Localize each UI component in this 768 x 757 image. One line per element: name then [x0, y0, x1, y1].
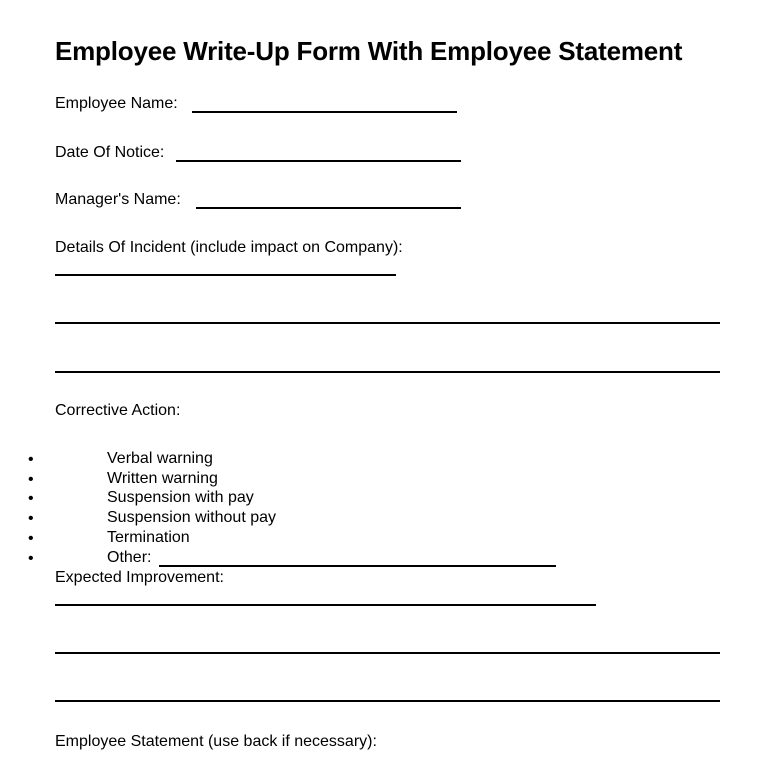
details-line-3[interactable]	[55, 371, 720, 373]
improvement-line-3[interactable]	[55, 700, 720, 702]
bullet-icon: •	[28, 451, 34, 468]
date-of-notice-label: Date Of Notice:	[55, 144, 165, 161]
corrective-action-label: Corrective Action:	[55, 402, 181, 419]
bullet-icon: •	[28, 510, 34, 527]
option-verbal-warning[interactable]: Verbal warning	[107, 450, 213, 467]
other-field[interactable]	[159, 565, 556, 567]
bullet-icon: •	[28, 550, 34, 567]
form-title: Employee Write-Up Form With Employee Statement	[55, 36, 683, 66]
details-line-1[interactable]	[55, 274, 396, 276]
date-of-notice-field[interactable]	[176, 160, 461, 162]
option-termination[interactable]: Termination	[107, 529, 190, 546]
option-written-warning[interactable]: Written warning	[107, 470, 218, 487]
expected-improvement-label: Expected Improvement:	[55, 569, 224, 586]
managers-name-label: Manager's Name:	[55, 191, 181, 208]
details-of-incident-label: Details Of Incident (include impact on Company):	[55, 239, 403, 256]
bullet-icon: •	[28, 490, 34, 507]
employee-name-field[interactable]	[192, 111, 457, 113]
option-suspension-with-pay[interactable]: Suspension with pay	[107, 489, 254, 506]
employee-statement-label: Employee Statement (use back if necessary):	[55, 733, 377, 750]
employee-name-label: Employee Name:	[55, 95, 178, 112]
option-suspension-without-pay[interactable]: Suspension without pay	[107, 509, 276, 526]
bullet-icon: •	[28, 471, 34, 488]
bullet-icon: •	[28, 530, 34, 547]
managers-name-field[interactable]	[196, 207, 461, 209]
improvement-line-1[interactable]	[55, 604, 596, 606]
details-line-2[interactable]	[55, 322, 720, 324]
option-other[interactable]: Other:	[107, 549, 152, 566]
improvement-line-2[interactable]	[55, 652, 720, 654]
